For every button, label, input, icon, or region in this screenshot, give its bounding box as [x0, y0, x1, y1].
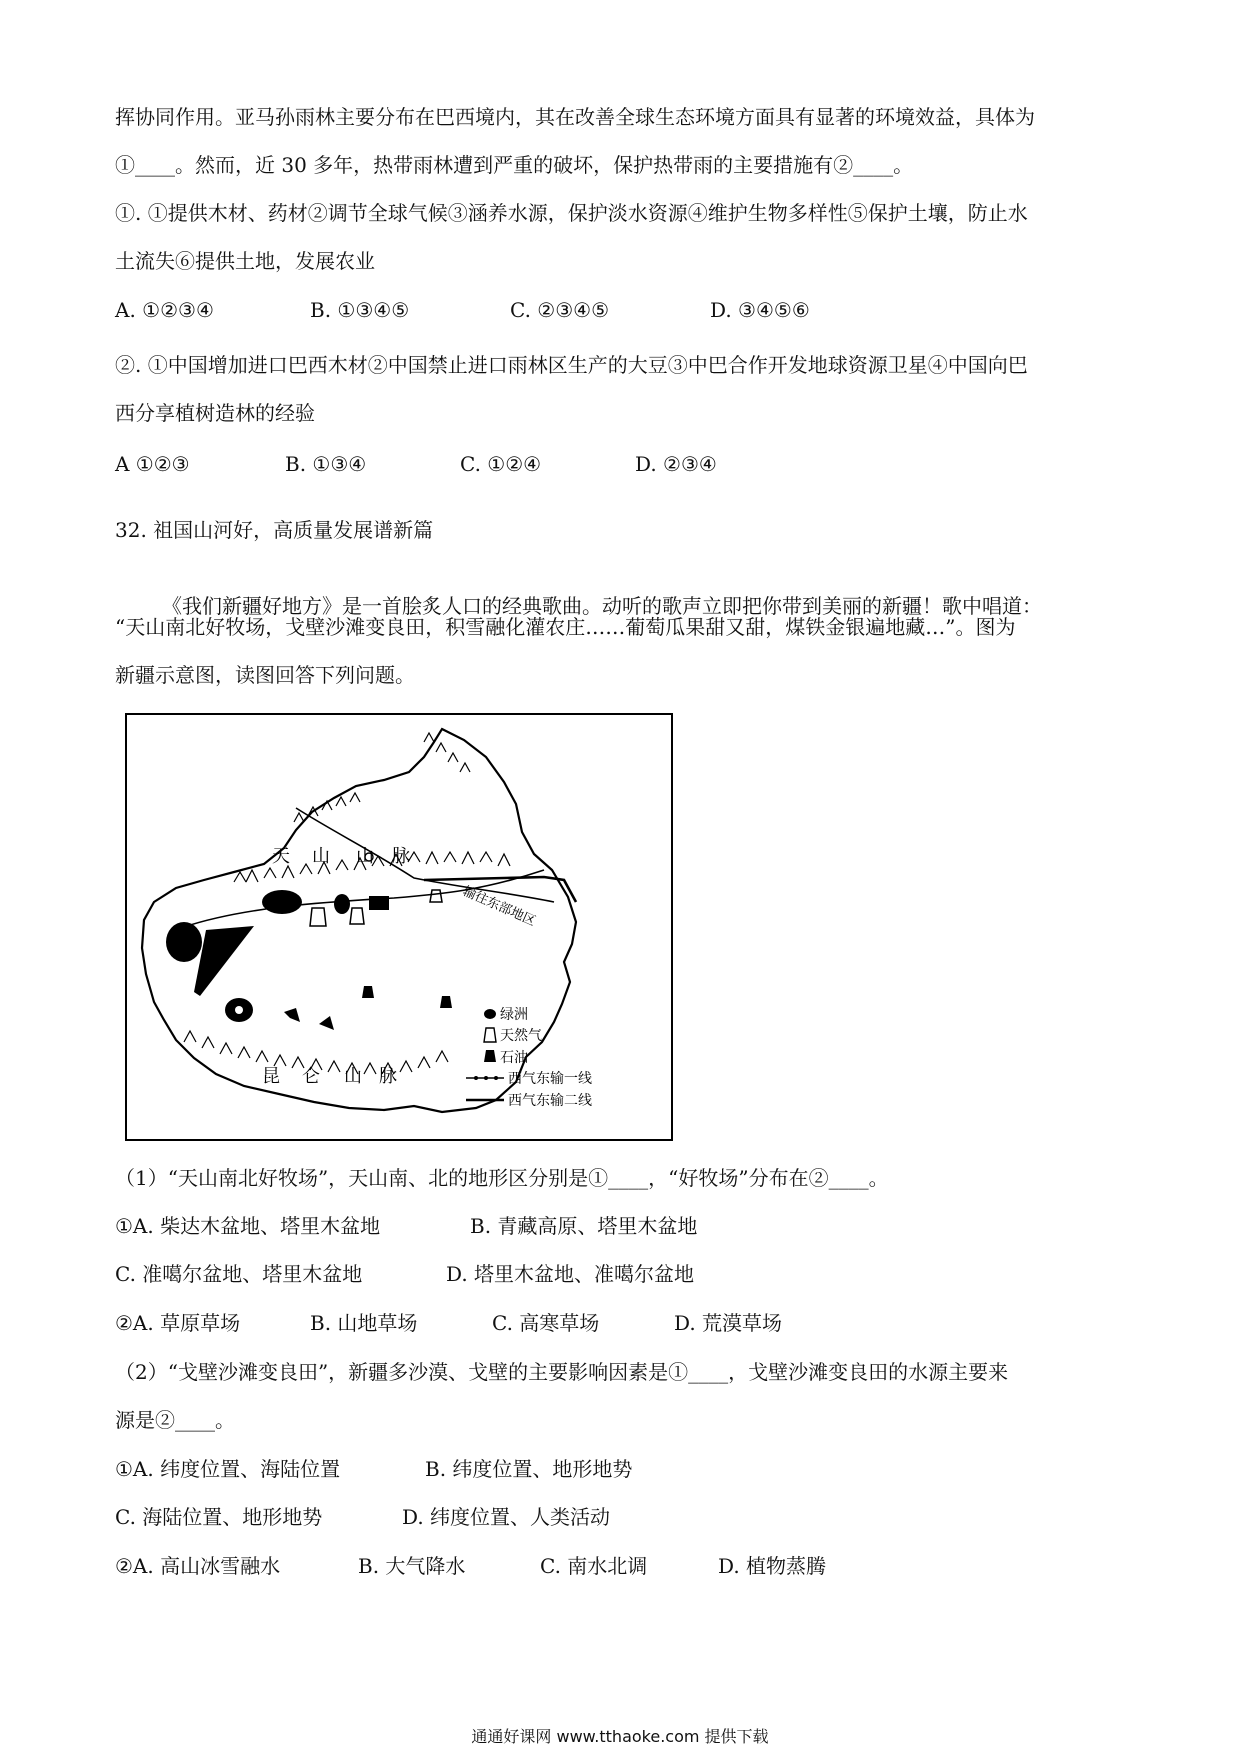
q32-part2-b-option-d: D. 植物蒸腾 — [718, 1554, 827, 1578]
q32-part2-a-option-a: ①A. 纬度位置、海陆位置 — [115, 1457, 341, 1481]
tianshan-label-char-2: 山 — [312, 846, 330, 867]
q32-intro-line-3: 新疆示意图，读图回答下列问题。 — [115, 663, 415, 687]
q32-intro-line-1: 《我们新疆好地方》是一首脍炙人口的经典歌曲。动听的歌声立即把你带到美丽的新疆！歌中唱道： — [162, 594, 1042, 618]
q32-intro-line-2: “天山南北好牧场，戈壁沙滩变良田，积雪融化灌农庄……葡萄瓜果甜又甜，煤铁金银遍地藏…”。图为 — [115, 615, 1016, 639]
oasis-center-dot — [235, 1006, 243, 1014]
q31-sub1-stem-2: 土流失⑥提供土地，发展农业 — [115, 249, 375, 273]
legend-gas: 天然气 — [500, 1028, 542, 1044]
q32-part2-stem-2: 源是②____。 — [115, 1408, 235, 1432]
q32-part1-stem: （1）“天山南北好牧场”，天山南、北的地形区分别是①____，“好牧场”分布在②____。 — [115, 1166, 889, 1190]
q32-part1-b-option-b: B. 山地草场 — [310, 1311, 418, 1335]
kunlun-label-char-4: 脉 — [379, 1066, 397, 1087]
q32-part2-a-option-d: D. 纬度位置、人类活动 — [402, 1505, 611, 1529]
q32-part1-b-option-a: ②A. 草原草场 — [115, 1311, 241, 1335]
legend-line-2: 西气东输二线 — [508, 1093, 592, 1109]
tianshan-label-char-1: 天 — [272, 846, 290, 867]
q31-text-line-1: 挥协同作用。亚马孙雨林主要分布在巴西境内，其在改善全球生态环境方面具有显著的环境效益，具体为 — [115, 105, 1035, 129]
q32-part1-b-option-d: D. 荒漠草场 — [674, 1311, 783, 1335]
q32-part2-a-option-c: C. 海陆位置、地形地势 — [115, 1505, 323, 1529]
q32-part2-stem-1: （2）“戈壁沙滩变良田”，新疆多沙漠、戈壁的主要影响因素是①____，戈壁沙滩变良田的水源主要来 — [115, 1360, 1009, 1384]
q31-sub2-stem-1: ②. ①中国增加进口巴西木材②中国禁止进口雨林区生产的大豆③中巴合作开发地球资源卫星④中国向巴 — [115, 353, 1028, 377]
q31-sub2-option-a: A ①②③ — [115, 452, 190, 476]
q32-part2-b-option-b: B. 大气降水 — [358, 1554, 466, 1578]
q31-sub1-option-a: A. ①②③④ — [115, 298, 214, 322]
tianshan-label-char-3: 山 — [356, 846, 374, 867]
q32-part1-a-option-c: C. 准噶尔盆地、塔里木盆地 — [115, 1262, 363, 1286]
page-footer[interactable]: 通通好课网 www.tthaoke.com 提供下载 — [471, 1727, 769, 1746]
q32-part1-a-option-d: D. 塔里木盆地、准噶尔盆地 — [446, 1262, 695, 1286]
kunlun-label-char-1: 昆 — [262, 1066, 280, 1087]
q32-title: 32. 祖国山河好，高质量发展谱新篇 — [115, 518, 434, 542]
legend-line-1: 西气东输一线 — [508, 1071, 592, 1087]
q31-sub2-option-b: B. ①③④ — [285, 452, 367, 476]
q31-sub1-option-d: D. ③④⑤⑥ — [710, 298, 810, 322]
kunlun-label-char-2: 仑 — [302, 1066, 320, 1087]
q31-sub2-stem-2: 西分享植树造林的经验 — [115, 401, 315, 425]
q31-sub2-option-d: D. ②③④ — [635, 452, 717, 476]
q32-part2-b-option-c: C. 南水北调 — [540, 1554, 648, 1578]
export-east-label: 输往东部地区 — [460, 883, 538, 930]
q32-part1-b-option-c: C. 高寒草场 — [492, 1311, 600, 1335]
q32-part2-b-option-a: ②A. 高山冰雪融水 — [115, 1554, 281, 1578]
q32-part1-a-option-a: ①A. 柴达木盆地、塔里木盆地 — [115, 1214, 381, 1238]
legend-oil: 石油 — [500, 1050, 528, 1066]
q31-sub1-option-b: B. ①③④⑤ — [310, 298, 410, 322]
q31-sub2-option-c: C. ①②④ — [460, 452, 542, 476]
kunlun-label-char-3: 山 — [344, 1066, 362, 1087]
tianshan-label-char-4: 脉 — [392, 846, 410, 867]
q31-sub1-stem-1: ①. ①提供木材、药材②调节全球气候③涵养水源，保护淡水资源④维护生物多样性⑤保护土壤，防止水 — [115, 201, 1028, 225]
q32-part2-a-option-b: B. 纬度位置、地形地势 — [425, 1457, 633, 1481]
legend-oasis: 绿洲 — [500, 1007, 528, 1023]
q32-part1-a-option-b: B. 青藏高原、塔里木盆地 — [470, 1214, 698, 1238]
q31-text-line-2: ①____。然而，近 30 多年，热带雨林遭到严重的破坏，保护热带雨的主要措施有②____。 — [115, 153, 914, 177]
xinjiang-map-figure — [124, 712, 674, 1142]
q31-sub1-option-c: C. ②③④⑤ — [510, 298, 610, 322]
